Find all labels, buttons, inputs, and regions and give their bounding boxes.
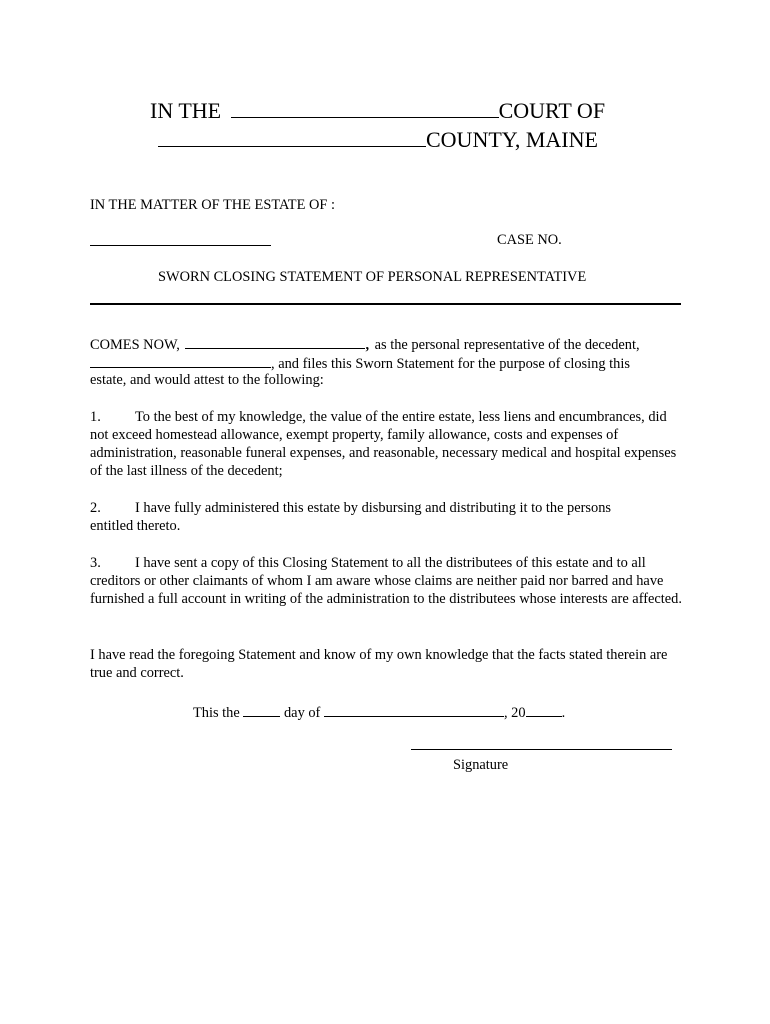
title-divider	[90, 303, 681, 305]
estate-name-blank[interactable]	[90, 231, 271, 246]
paragraph-number: 2.	[90, 500, 101, 516]
date-line	[193, 702, 565, 722]
paragraph-number: 3.	[90, 555, 101, 571]
court-header-line1	[150, 98, 605, 124]
paragraph-lead: To the best of my knowledge, the value of the entire estate, less liens and encumbrances,	[135, 409, 645, 425]
comes-now: COMES NOW,	[90, 337, 180, 353]
year-prefix: , 20	[503, 705, 526, 721]
year-blank[interactable]	[526, 702, 562, 717]
attestation: I have read the foregoing Statement and know of my own knowledge that the facts stated therein are true and correct.	[90, 647, 668, 681]
county-suffix: COUNTY, MAINE	[426, 127, 598, 152]
decedent-name-blank[interactable]	[90, 353, 271, 368]
paragraph-3	[90, 554, 682, 608]
signature-line[interactable]	[411, 749, 672, 750]
day-blank[interactable]	[243, 702, 280, 717]
paragraph-number: 1.	[90, 409, 101, 425]
intro-line1-suffix: as the personal representative of the decedent,	[374, 337, 640, 353]
court-name-blank[interactable]	[231, 98, 499, 118]
date-end: .	[561, 705, 566, 721]
comma: ,	[365, 337, 370, 353]
county-name-blank[interactable]	[158, 127, 426, 147]
matter-label: IN THE MATTER OF THE ESTATE OF :	[90, 197, 335, 213]
court-prefix: IN THE	[150, 98, 222, 123]
case-number-label: CASE NO.	[497, 232, 562, 248]
paragraph-lead: I have sent a copy of this Closing Statement to all the distributees of this estate and to all	[135, 555, 646, 571]
estate-name-blank-line	[90, 231, 271, 251]
paragraph-rest: entitled thereto.	[90, 518, 181, 534]
paragraph-rest: did not exceed homestead allowance, exempt property, family allowance, costs and expenses of administration, reasonable funeral expenses, and reasonable, necessary medical and hospital expenses of the last illness of the decedent;	[90, 409, 677, 479]
intro-line-2	[90, 353, 630, 373]
court-header-line2	[158, 127, 598, 153]
paragraph-lead: I have fully administered this estate by disbursing and distributing it to the persons	[135, 500, 612, 516]
signature-label: Signature	[453, 757, 509, 773]
intro-line2-suffix: , and files this Sworn Statement for the purpose of closing this	[271, 356, 630, 372]
paragraph-1	[90, 408, 682, 480]
paragraph-rest: creditors or other claimants of whom I am aware whose claims are neither paid nor barred and have furnished a full account in writing of the administration to the distributees whose interests are affected.	[90, 573, 682, 607]
date-prefix: This the	[193, 705, 240, 721]
representative-name-blank[interactable]	[185, 334, 365, 349]
court-suffix: COURT OF	[498, 98, 606, 123]
intro-line-1	[90, 334, 640, 354]
month-blank[interactable]	[324, 702, 504, 717]
day-of: day of	[283, 705, 321, 721]
paragraph-2	[90, 499, 682, 535]
intro-line-3: estate, and would attest to the following:	[90, 372, 324, 388]
document-title: SWORN CLOSING STATEMENT OF PERSONAL REPRESENTATIVE	[158, 269, 587, 285]
